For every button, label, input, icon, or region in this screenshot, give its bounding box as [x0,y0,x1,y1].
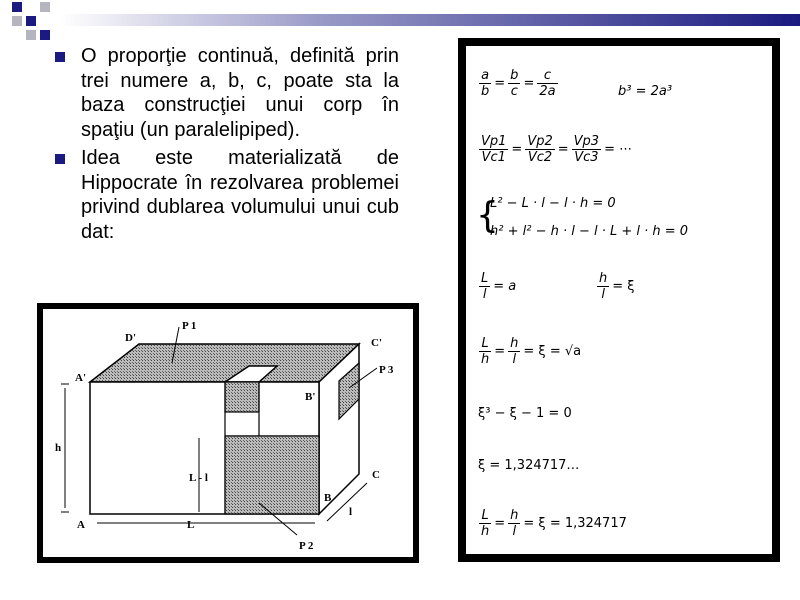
bullet-list [55,44,399,248]
equation-volume-ratios: $\frac{Vp1}{Vc1}$ = $\frac{Vp2}{Vc2}$ = $\frac{Vp3}{Vc3}$ = ⋯ [481,134,633,165]
equation-panel [458,38,780,562]
title-gradient-bar [60,14,800,26]
equation-panel-body: $\frac{a}{b}$ = $\frac{b}{c}$ = $\frac{c}{2a}$ b³ = 2a³ $\frac{Vp1}{Vc1}$ = $\frac{Vp2}{Vc2}$ = $\frac{Vp3}{Vc3}$ = ⋯ { L² − L · l − l · h = 0 h² + l² − h · l − l · L + l · h = 0 $\frac{L}{l}$ = a $\frac{h}{l}$ = ξ $\frac{L}{h}$ = $\frac{h}{l}$ = ξ = √a ξ³ − ξ − 1 = 0 ξ = 1,324717… $\frac{L}{h}$ = $\frac{h}{l}$ = ξ = 1,324717 [466,46,772,554]
label-b-prime: B' [305,391,316,403]
bullet-text: Idea este materializată de Hippocrate în rezolvarea problemei privind dublarea volumului unui cub dat: [81,147,399,243]
bullet-icon [55,52,65,62]
label-l-minus-l: L - l [189,472,208,484]
label-small-l: l [349,506,353,518]
label-big-l: L [187,519,195,531]
equation-cube-double: b³ = 2a³ [618,84,673,99]
equation-proportion: $\frac{a}{b}$ = $\frac{b}{c}$ = $\frac{c}{2a}$ [481,68,556,99]
label-a: A [77,519,85,531]
small-hatched-square [225,382,259,412]
p2-region [225,436,319,514]
label-h: h [55,442,62,454]
label-p3: P 3 [379,364,394,376]
equation-xi-sqrt: $\frac{L}{h}$ = $\frac{h}{l}$ = ξ = √a [481,336,582,367]
label-a-prime: A' [75,372,86,384]
equation-h-ratio: $\frac{h}{l}$ = ξ [599,271,635,302]
bullet-text: O proporţie continuă, definită prin trei numere a, b, c, poate sta la baza construcţiei unui corp în spaţiu (un paralelipiped). [81,45,399,141]
equation-cubic: ξ³ − ξ − 1 = 0 [478,406,572,421]
label-p2: P 2 [299,540,314,552]
system-line-2: h² + l² − h · l − l · L + l · h = 0 [490,224,689,239]
label-b: B [324,492,332,504]
label-p1: P 1 [182,320,197,332]
bullet-icon [55,154,65,164]
system-line-1: L² − L · l − l · h = 0 [490,196,616,211]
equation-final: $\frac{L}{h}$ = $\frac{h}{l}$ = ξ = 1,324717 [481,508,627,539]
cube-diagram [37,303,419,563]
label-c-prime: C' [371,337,382,349]
equation-l-ratio: $\frac{L}{l}$ = a [481,271,517,302]
cube-figure [37,303,419,563]
label-c: C [372,469,380,481]
bullet-item [55,44,399,142]
bullet-item [55,146,399,244]
label-d-prime: D' [125,332,136,344]
equation-xi-value: ξ = 1,324717… [478,458,580,473]
